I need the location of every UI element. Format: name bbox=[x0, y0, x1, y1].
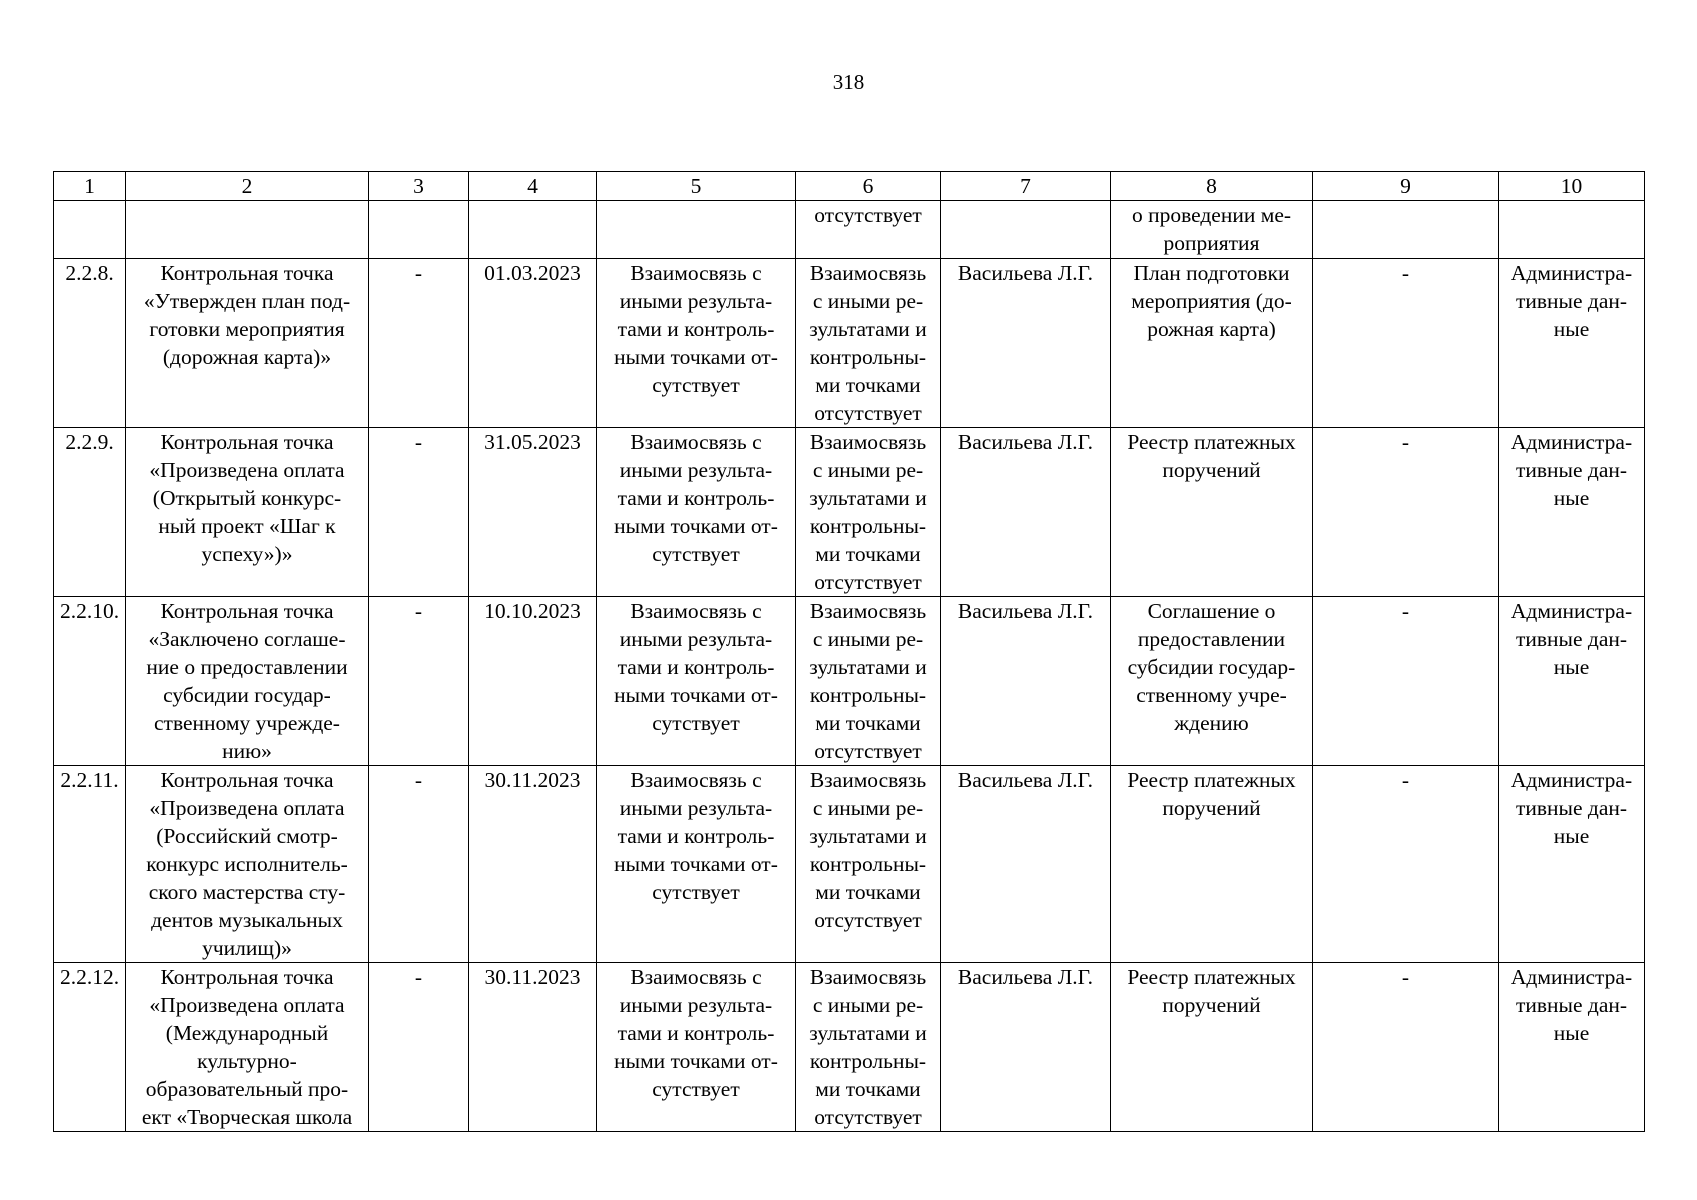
col9-value: - bbox=[1401, 599, 1410, 623]
responsible-name: Васильева Л.Г. bbox=[957, 599, 1094, 623]
col9-cell bbox=[1313, 597, 1499, 766]
header-cell-10: 10 bbox=[1499, 172, 1645, 201]
row-number-cell bbox=[54, 766, 126, 963]
control-point-name: Контрольная точка «Произведена оплата (Российский смотр- конкурс исполнитель- ского мастерства сту- дентов музыкальных училищ)» bbox=[146, 768, 348, 960]
link-points-text: отсутствует bbox=[814, 203, 922, 227]
source-text: Администра- тивные дан- ные bbox=[1510, 768, 1633, 848]
link-points-cell bbox=[796, 428, 941, 597]
document-cell bbox=[1111, 201, 1313, 259]
name-cell bbox=[126, 597, 369, 766]
table-row bbox=[54, 963, 1645, 1132]
control-point-name: Контрольная точка «Произведена оплата (Открытый конкурс- ный проект «Шаг к успеху»)» bbox=[149, 430, 345, 566]
date-cell bbox=[469, 259, 597, 428]
link-points-text: Взаимосвязь с иными ре- зультатами и контрольны- ми точками отсутствует bbox=[809, 965, 927, 1129]
col3-cell bbox=[369, 766, 469, 963]
row-number-cell bbox=[54, 259, 126, 428]
date-cell bbox=[469, 963, 597, 1132]
link-results-text: Взаимосвязь с иными результа- тами и контроль- ными точками от- сутствует bbox=[614, 768, 778, 904]
name-cell bbox=[126, 428, 369, 597]
document-text: Реестр платежных поручений bbox=[1127, 768, 1296, 820]
responsible-cell bbox=[941, 963, 1111, 1132]
link-points-text: Взаимосвязь с иными ре- зультатами и контрольны- ми точками отсутствует bbox=[809, 430, 927, 594]
document-cell bbox=[1111, 597, 1313, 766]
link-results-text: Взаимосвязь с иными результа- тами и контроль- ными точками от- сутствует bbox=[614, 965, 778, 1101]
source-cell bbox=[1499, 259, 1645, 428]
name-cell bbox=[126, 259, 369, 428]
link-points-cell bbox=[796, 963, 941, 1132]
col3-value: - bbox=[414, 261, 423, 285]
col3-cell bbox=[369, 963, 469, 1132]
header-cell-9: 9 bbox=[1313, 172, 1499, 201]
link-results-cell bbox=[597, 766, 796, 963]
name-cell bbox=[126, 963, 369, 1132]
source-cell bbox=[1499, 963, 1645, 1132]
col3-cell bbox=[369, 428, 469, 597]
date-cell bbox=[469, 428, 597, 597]
link-results-cell bbox=[597, 428, 796, 597]
source-text: Администра- тивные дан- ные bbox=[1510, 599, 1633, 679]
col9-value: - bbox=[1401, 768, 1410, 792]
document-text: Реестр платежных поручений bbox=[1127, 430, 1296, 482]
header-cell-1: 1 bbox=[54, 172, 126, 201]
col9-value: - bbox=[1401, 430, 1410, 454]
link-points-cell bbox=[796, 597, 941, 766]
table-header-row bbox=[54, 172, 1645, 201]
col3-cell bbox=[369, 201, 469, 259]
responsible-cell bbox=[941, 259, 1111, 428]
control-point-name: Контрольная точка «Утвержден план под- готовки мероприятия (дорожная карта)» bbox=[143, 261, 351, 369]
date-cell bbox=[469, 597, 597, 766]
link-results-cell bbox=[597, 259, 796, 428]
date-value: 30.11.2023 bbox=[484, 965, 581, 989]
source-text: Администра- тивные дан- ные bbox=[1510, 430, 1633, 510]
document-cell bbox=[1111, 963, 1313, 1132]
header-cell-4: 4 bbox=[469, 172, 597, 201]
col3-cell bbox=[369, 259, 469, 428]
header-cell-3: 3 bbox=[369, 172, 469, 201]
col9-cell bbox=[1313, 201, 1499, 259]
link-points-text: Взаимосвязь с иными ре- зультатами и контрольны- ми точками отсутствует bbox=[809, 599, 927, 763]
table-row bbox=[54, 259, 1645, 428]
table-row bbox=[54, 597, 1645, 766]
col9-value: - bbox=[1401, 261, 1410, 285]
date-cell bbox=[469, 766, 597, 963]
document-cell bbox=[1111, 766, 1313, 963]
responsible-cell bbox=[941, 201, 1111, 259]
row-number-cell bbox=[54, 963, 126, 1132]
name-cell bbox=[126, 766, 369, 963]
source-text: Администра- тивные дан- ные bbox=[1510, 261, 1633, 341]
responsible-name: Васильева Л.Г. bbox=[957, 261, 1094, 285]
document-cell bbox=[1111, 259, 1313, 428]
date-value: 31.05.2023 bbox=[484, 430, 581, 454]
col9-cell bbox=[1313, 259, 1499, 428]
row-number: 2.2.12. bbox=[59, 965, 120, 989]
document-text: Соглашение о предоставлении субсидии государ- ственному учре- ждению bbox=[1127, 599, 1296, 735]
row-number-cell bbox=[54, 428, 126, 597]
responsible-cell bbox=[941, 597, 1111, 766]
col3-value: - bbox=[414, 768, 423, 792]
document-text: План подготовки мероприятия (до- рожная карта) bbox=[1131, 261, 1292, 341]
page-number: 318 bbox=[832, 70, 865, 94]
row-number: 2.2.10. bbox=[59, 599, 120, 623]
row-number: 2.2.9. bbox=[65, 430, 114, 454]
responsible-name: Васильева Л.Г. bbox=[957, 430, 1094, 454]
link-results-cell bbox=[597, 597, 796, 766]
link-results-text: Взаимосвязь с иными результа- тами и контроль- ными точками от- сутствует bbox=[614, 599, 778, 735]
table-row bbox=[54, 428, 1645, 597]
link-results-text: Взаимосвязь с иными результа- тами и контроль- ными точками от- сутствует bbox=[614, 430, 778, 566]
col3-value: - bbox=[414, 965, 423, 989]
responsible-cell bbox=[941, 766, 1111, 963]
header-cell-6: 6 bbox=[796, 172, 941, 201]
col9-value: - bbox=[1401, 965, 1410, 989]
responsible-name: Васильева Л.Г. bbox=[957, 965, 1094, 989]
source-text: Администра- тивные дан- ные bbox=[1510, 965, 1633, 1045]
link-points-cell bbox=[796, 766, 941, 963]
date-cell bbox=[469, 201, 597, 259]
col9-cell bbox=[1313, 963, 1499, 1132]
source-cell bbox=[1499, 428, 1645, 597]
header-cell-8: 8 bbox=[1111, 172, 1313, 201]
header-cell-2: 2 bbox=[126, 172, 369, 201]
col3-value: - bbox=[414, 430, 423, 454]
link-points-text: Взаимосвязь с иными ре- зультатами и контрольны- ми точками отсутствует bbox=[809, 768, 927, 932]
control-point-name: Контрольная точка «Заключено соглаше- ние о предоставлении субсидии государ- ственному учрежде- нию» bbox=[146, 599, 348, 763]
document-text: Реестр платежных поручений bbox=[1127, 965, 1296, 1017]
control-points-table bbox=[53, 171, 1645, 1132]
source-cell bbox=[1499, 766, 1645, 963]
document-cell bbox=[1111, 428, 1313, 597]
link-points-cell bbox=[796, 259, 941, 428]
col9-cell bbox=[1313, 766, 1499, 963]
source-cell bbox=[1499, 201, 1645, 259]
row-number: 2.2.11. bbox=[60, 768, 119, 792]
row-number-cell bbox=[54, 597, 126, 766]
link-results-text: Взаимосвязь с иными результа- тами и контроль- ными точками от- сутствует bbox=[614, 261, 778, 397]
row-number-cell bbox=[54, 201, 126, 259]
table-row bbox=[54, 201, 1645, 259]
date-value: 30.11.2023 bbox=[484, 768, 581, 792]
header-cell-5: 5 bbox=[597, 172, 796, 201]
link-results-cell bbox=[597, 201, 796, 259]
responsible-cell bbox=[941, 428, 1111, 597]
date-value: 10.10.2023 bbox=[484, 599, 581, 623]
document-text: о проведении ме- роприятия bbox=[1131, 203, 1292, 255]
row-number: 2.2.8. bbox=[65, 261, 114, 285]
table-row bbox=[54, 766, 1645, 963]
date-value: 01.03.2023 bbox=[484, 261, 581, 285]
link-results-cell bbox=[597, 963, 796, 1132]
control-point-name: Контрольная точка «Произведена оплата (Международный культурно- образовательный про- ект «Творческая школа bbox=[141, 965, 353, 1129]
col3-value: - bbox=[414, 599, 423, 623]
link-points-text: Взаимосвязь с иными ре- зультатами и контрольны- ми точками отсутствует bbox=[809, 261, 927, 425]
col3-cell bbox=[369, 597, 469, 766]
source-cell bbox=[1499, 597, 1645, 766]
link-points-cell bbox=[796, 201, 941, 259]
name-cell bbox=[126, 201, 369, 259]
responsible-name: Васильева Л.Г. bbox=[957, 768, 1094, 792]
header-cell-7: 7 bbox=[941, 172, 1111, 201]
col9-cell bbox=[1313, 428, 1499, 597]
